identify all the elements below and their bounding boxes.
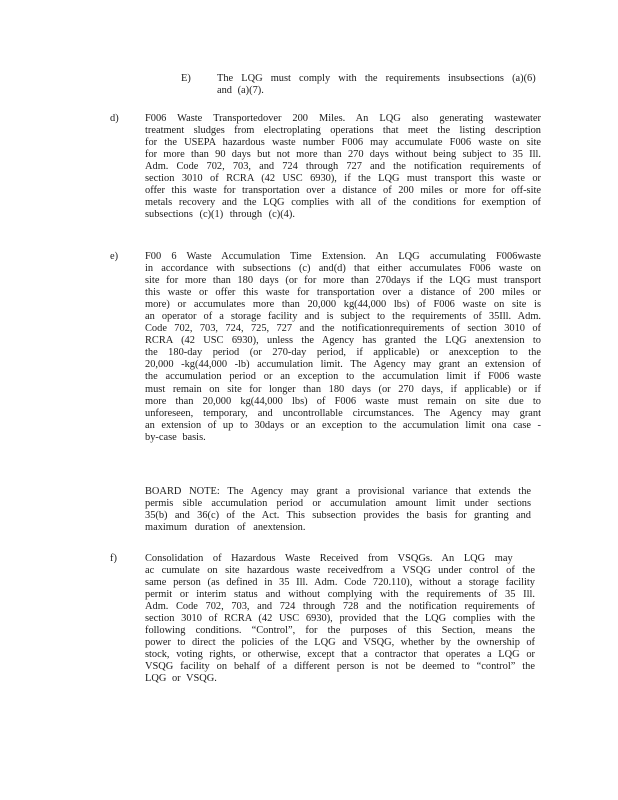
text-line: permis sible accumulation period or accumulation amount limit under sections	[145, 498, 531, 510]
text-line: metals recovery and the LQG complies with all of the conditions for exemption of	[145, 197, 541, 209]
item-e-label: e)	[110, 251, 119, 262]
text-line: more than 20,000 kg(44,000 lbs) of F006 waste must remain on site due to	[145, 395, 541, 407]
text-line: treatment sludges from electroplating operations that meet the listing description	[145, 125, 541, 137]
text-line: stock, voting rights, or otherwise, except that a contractor that operates a LQG or	[145, 649, 535, 661]
text-line: section 3010 of RCRA (42 USC 6930), if the LQG must transport this waste or	[145, 173, 541, 185]
text-line: unforeseen, temporary, and uncontrollable circumstances. The Agency may grant	[145, 407, 541, 419]
text-line: more) or accumulates more than 20,000 kg(44,000 lbs) of F006 waste on site is	[145, 299, 541, 311]
text-line: an operator of a storage facility and is subject to the requirements of 35Ill. Adm.	[145, 311, 541, 323]
text-line: in accordance with subsections (c) and(d) that either accumulates F006 waste on	[145, 263, 541, 275]
text-line: the 180-day period (or 270-day period, if applicable) or anexception to the	[145, 347, 541, 359]
text-line: 20,000 -kg(44,000 -lb) accumulation limit. The Agency may grant an extension of	[145, 359, 541, 371]
text-line: The LQG must comply with the requirements insubsections (a)(6)	[217, 73, 536, 84]
text-line: BOARD NOTE: The Agency may grant a provisional variance that extends the	[145, 486, 531, 497]
text-line: the accumulation period or an exception to the accumulation limit if F006 waste	[145, 371, 541, 383]
text-line: offer this waste for transportation over a distance of 200 miles or more for off-site	[145, 185, 541, 197]
item-d-paragraph	[145, 113, 541, 221]
text-line: an extension of up to 30days or an exception to the accumulation limit ona case -	[145, 419, 541, 431]
text-line: must remain on site for longer than 180 days (or 270 days, if applicable) or if	[145, 383, 541, 395]
text-line: Consolidation of Hazardous Waste Received from VSQGs. An LQG may	[145, 553, 513, 564]
text-line: F00 6 Waste Accumulation Time Extension. An LQG accumulating F006waste	[145, 251, 541, 262]
text-line: following conditions. “Control”, for the purposes of this Section, means the	[145, 625, 535, 637]
text-line: ac cumulate on site hazardous waste receivedfrom a VSQG under control of the	[145, 565, 535, 577]
text-line: 35(b) and 36(c) of the Act. This subsection provides the basis for granting and	[145, 510, 531, 522]
text-line: Adm. Code 702, 703, and 724 through 728 and the notification requirements of	[145, 601, 535, 613]
item-d-label: d)	[110, 113, 119, 124]
item-f-label: f)	[110, 553, 117, 564]
text-line: and (a)(7).	[217, 85, 264, 97]
text-line: Code 702, 703, 724, 725, 727 and the notificationrequirements of section 3010 of	[145, 323, 541, 335]
text-line: F006 Waste Transportedover 200 Miles. An LQG also generating wastewater	[145, 113, 541, 124]
text-line: subsections (c)(1) through (c)(4).	[145, 209, 295, 221]
item-f-paragraph	[145, 553, 535, 686]
text-line: maximum duration of anextension.	[145, 522, 306, 534]
text-line: for the USEPA hazardous waste number F006 may accumulate F006 waste on site	[145, 137, 541, 149]
text-line: for more than 90 days but not more than 270 days without being subject to 35 Ill.	[145, 149, 541, 161]
item-e-paragraph	[145, 251, 541, 444]
text-line: LQG or VSQG.	[145, 673, 217, 685]
text-line: site for more than 180 days (or for more than 270days if the LQG must transport	[145, 275, 541, 287]
item-e-upper-text	[217, 73, 535, 97]
text-line: Adm. Code 702, 703, and 724 through 727 and the notification requirements of	[145, 161, 541, 173]
text-line: same person (as defined in 35 Ill. Adm. Code 720.110), without a storage facility	[145, 577, 535, 589]
text-line: power to direct the policies of the LQG and VSQG, whether by the ownership of	[145, 637, 535, 649]
text-line: section 3010 of RCRA (42 USC 6930), provided that the LQG complies with the	[145, 613, 535, 625]
text-line: VSQG facility on behalf of a different person is not be deemed to “control” the	[145, 661, 535, 673]
text-line: RCRA (42 USC 6930), unless the Agency has granted the LQG anextension to	[145, 335, 541, 347]
text-line: this waste or offer this waste for transportation over a distance of 200 miles or	[145, 287, 541, 299]
item-e-upper-label: E)	[181, 73, 191, 84]
text-line: permit or interim status and without complying with the requirements of 35 Ill.	[145, 589, 535, 601]
text-line: by-case basis.	[145, 431, 206, 443]
board-note-paragraph	[145, 486, 531, 534]
